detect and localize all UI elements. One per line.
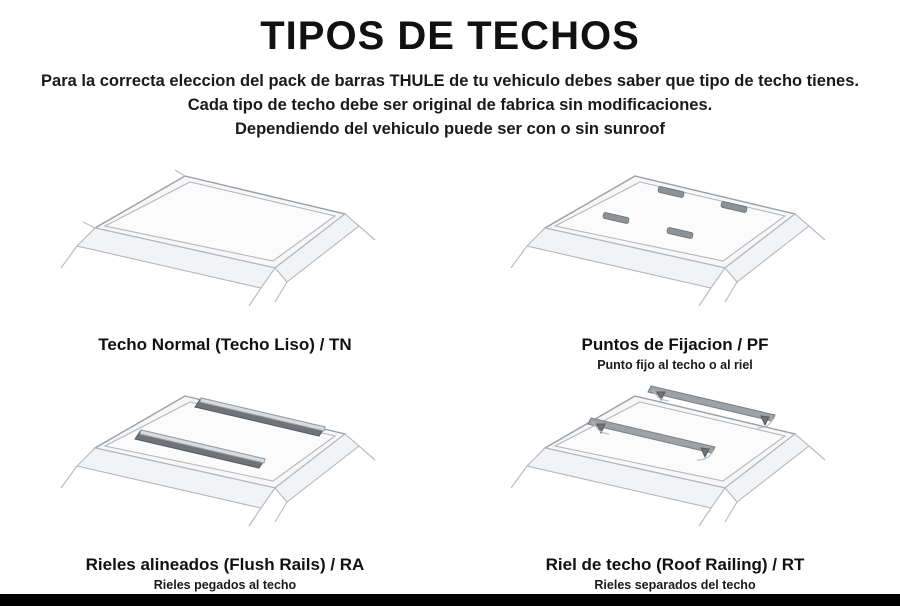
roof-type-rt — [450, 376, 900, 592]
roof-type-pf — [450, 156, 900, 372]
roof-types-grid — [0, 156, 900, 592]
note-pf: Punto fijo al techo o al riel — [597, 357, 753, 372]
subtitle-line-1: Para la correcta eleccion del pack de barras THULE de tu vehiculo debes saber que tipo de techo tienes. — [41, 72, 859, 90]
subtitle-line-2: Cada tipo de techo debe ser original de fabrica sin modificaciones. — [187, 95, 713, 114]
roof-illustration-pf — [475, 156, 875, 331]
note-rt: Rieles separados del techo — [594, 577, 756, 592]
roof-illustration-ra — [25, 376, 425, 551]
subtitle-line-3: Dependiendo del vehiculo puede ser con o sin sunroof — [235, 119, 665, 138]
roof-type-tn — [0, 156, 450, 372]
page-title: TIPOS DE TECHOS — [260, 14, 640, 58]
roof-type-ra — [0, 376, 450, 592]
caption-rt: Riel de techo (Roof Railing) / RT — [545, 554, 805, 574]
roof-illustration-tn — [25, 156, 425, 331]
roof-illustration-rt — [475, 376, 875, 551]
caption-pf: Puntos de Fijacion / PF — [581, 334, 769, 354]
subtitle-block — [24, 70, 876, 142]
note-ra: Rieles pegados al techo — [153, 577, 297, 592]
caption-ra: Rieles alineados (Flush Rails) / RA — [85, 554, 365, 574]
caption-tn: Techo Normal (Techo Liso) / TN — [98, 334, 352, 354]
